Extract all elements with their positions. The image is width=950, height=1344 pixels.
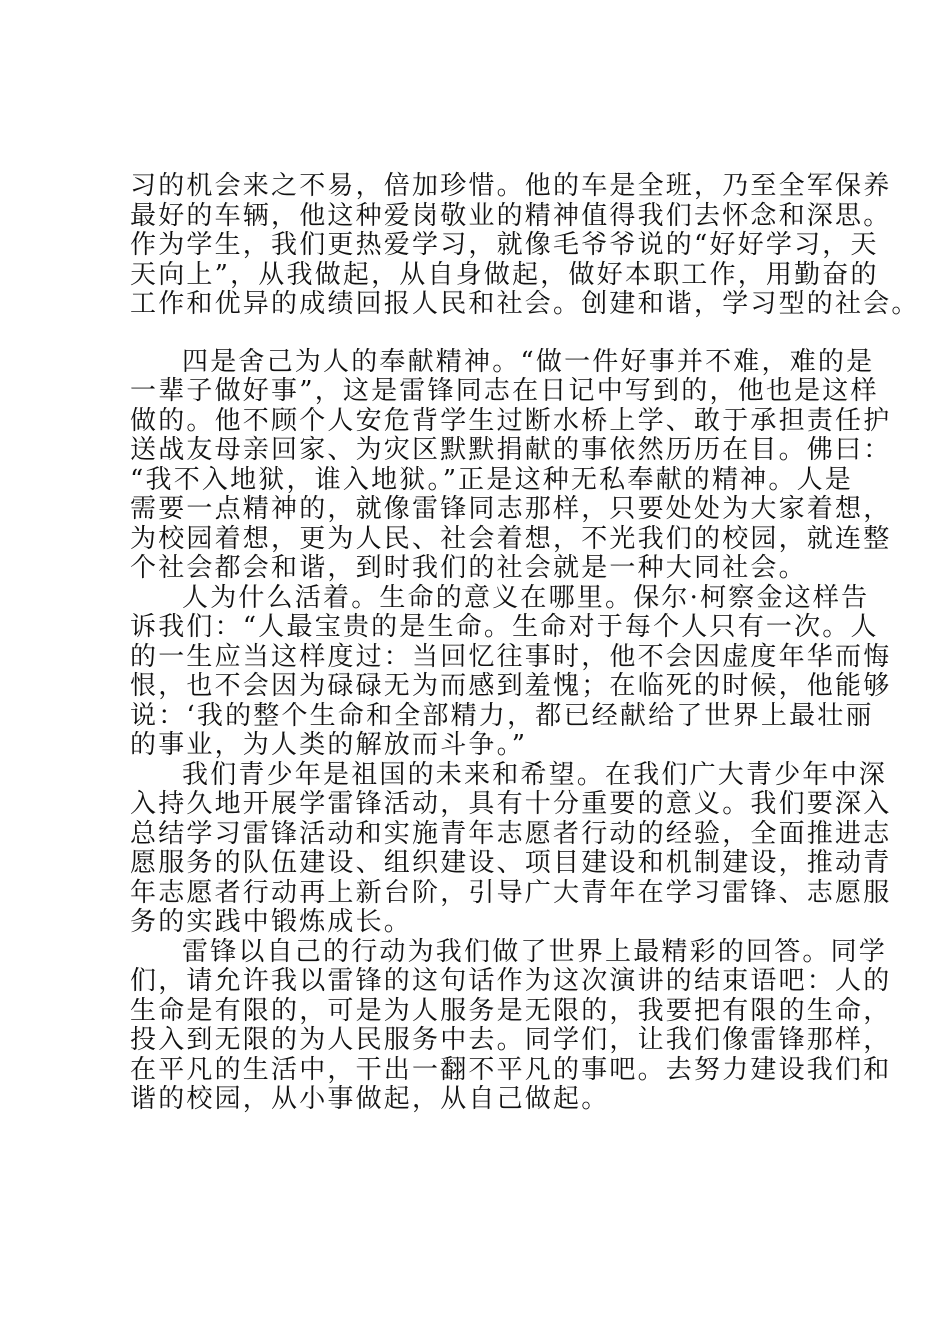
text-line: 需要一点精神的，就像雷锋同志那样，只要处处为大家着想， [130, 494, 892, 524]
text-line: 的一生应当这样度过：当回忆往事时，他不会因虚度年华而悔 [130, 641, 892, 672]
text-line: 个社会都会和谐，到时我们的社会就是一种大同社会。 [130, 553, 807, 583]
text-line: 的事业，为人类的解放而斗争。” [130, 730, 528, 760]
text-line: 生命是有限的，可是为人服务是无限的，我要把有限的生命， [130, 995, 892, 1026]
text-line: 习的机会来之不易，倍加珍惜。他的车是全班，乃至全军保养 [130, 171, 892, 201]
paragraph-5 [130, 936, 892, 1115]
text-line: 说：‘我的整个生命和全部精力，都已经献给了世界上最壮丽 [130, 700, 874, 731]
paragraph-4 [130, 759, 892, 938]
paragraph-3 [130, 582, 892, 761]
text-line: 年志愿者行动再上新台阶，引导广大青年在学习雷锋、志愿服 [130, 877, 892, 908]
text-line: 人为什么活着。生命的意义在哪里。保尔·柯察金这样告 [182, 582, 870, 613]
text-line: 务的实践中锻炼成长。 [130, 907, 413, 937]
paragraph-spacer [130, 320, 830, 348]
text-line: 们，请允许我以雷锋的这句话作为这次演讲的结束语吧：人的 [130, 966, 892, 996]
text-line: 入持久地开展学雷锋活动，具有十分重要的意义。我们要深入 [130, 789, 892, 819]
paragraph-1 [130, 171, 920, 320]
paragraph-2 [130, 346, 892, 584]
text-line: 总结学习雷锋活动和实施青年志愿者行动的经验，全面推进志 [130, 818, 892, 849]
text-line: 我们青少年是祖国的未来和希望。在我们广大青少年中深 [182, 759, 888, 790]
text-line: 做的。他不顾个人安危背学生过断水桥上学、敢于承担责任护 [130, 405, 892, 436]
text-line: “我不入地狱，谁入地狱。”正是这种无私奉献的精神。人是 [130, 464, 853, 495]
text-line: 雷锋以自己的行动为我们做了世界上最精彩的回答。同学 [182, 936, 888, 967]
text-line: 投入到无限的为人民服务中去。同学们，让我们像雷锋那样， [130, 1025, 892, 1055]
text-line: 在平凡的生活中，干出一翻不平凡的事吧。去努力建设我们和 [130, 1054, 892, 1085]
text-line: 四是舍己为人的奉献精神。“做一件好事并不难，难的是 [182, 346, 875, 377]
text-line: 诉我们：“人最宝贵的是生命。生命对于每个人只有一次。人 [130, 612, 879, 642]
text-line: 工作和优异的成绩回报人民和社会。创建和谐，学习型的社会。 [130, 289, 920, 319]
text-line: 谐的校园，从小事做起，从自己做起。 [130, 1084, 610, 1114]
text-line: 作为学生，我们更热爱学习，就像毛爷爷说的“好好学习，天 [130, 230, 879, 260]
text-line: 为校园着想，更为人民、社会着想，不光我们的校园，就连整 [130, 523, 892, 554]
text-line: 恨，也不会因为碌碌无为而感到羞愧；在临死的时候，他能够 [130, 671, 892, 701]
text-line: 最好的车辆，他这种爱岗敬业的精神值得我们去怀念和深思。 [130, 200, 892, 231]
text-line: 愿服务的队伍建设、组织建设、项目建设和机制建设，推动青 [130, 848, 892, 878]
text-line: 送战友母亲回家、为灾区默默捐献的事依然历历在目。佛曰： [130, 435, 892, 465]
text-line: 天向上”，从我做起，从自身做起，做好本职工作，用勤奋的 [130, 259, 879, 290]
text-line: 一辈子做好事”，这是雷锋同志在日记中写到的，他也是这样 [130, 376, 879, 406]
document-body [130, 171, 920, 1115]
